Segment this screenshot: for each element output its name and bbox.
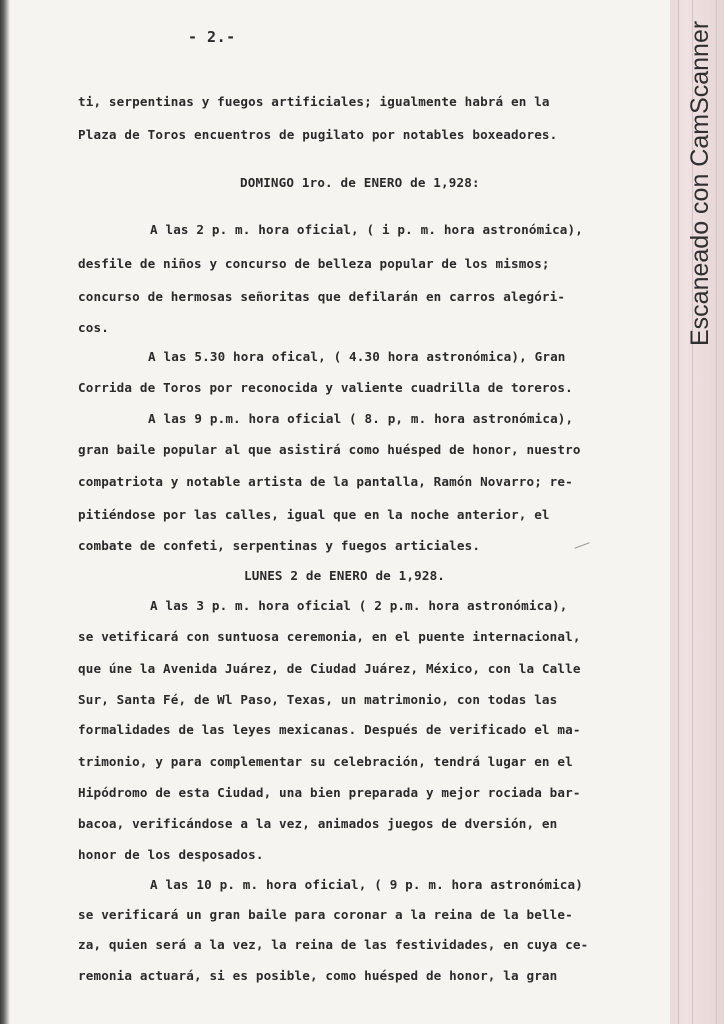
text-line-6: concurso de hermosas señoritas que defilarán en carros alegóri- xyxy=(78,289,566,304)
text-line-2: Plaza de Toros encuentros de pugilato por notables boxeadores. xyxy=(78,127,558,142)
section-heading-domingo: DOMINGO 1ro. de ENERO de 1,928: xyxy=(240,175,480,190)
text-line-14: combate de confeti, serpentinas y fuegos articiales. xyxy=(78,538,481,553)
text-line-1: ti, serpentinas y fuegos artificiales; igualmente habrá en la xyxy=(78,94,550,109)
text-line-11: gran baile popular al que asistirá como huésped de honor, nuestro xyxy=(78,442,581,457)
text-line-19: Sur, Santa Fé, de Wl Paso, Texas, un matrimonio, con todas las xyxy=(78,692,558,707)
paper-scratch-mark xyxy=(574,542,589,548)
text-line-10: A las 9 p.m. hora oficial ( 8. p, m. hora astronómica), xyxy=(148,411,574,426)
text-line-9: Corrida de Toros por reconocida y valiente cuadrilla de toreros. xyxy=(78,380,573,395)
text-line-5: desfile de niños y concurso de belleza popular de los mismos; xyxy=(78,256,550,271)
text-line-28: remonia actuará, si es posible, como huésped de honor, la gran xyxy=(78,968,558,983)
text-line-24: honor de los desposados. xyxy=(78,847,264,862)
text-line-8: A las 5.30 hora ofical, ( 4.30 hora astronómica), Gran xyxy=(148,349,566,364)
text-line-20: formalidades de las leyes mexicanas. Después de verificado el ma- xyxy=(78,722,581,737)
text-line-17: se vetificará con suntuosa ceremonia, en el puente internacional, xyxy=(78,629,581,644)
text-line-13: pitiéndose por las calles, igual que en la noche anterior, el xyxy=(78,507,550,522)
text-line-16: A las 3 p. m. hora oficial ( 2 p.m. hora astronómica), xyxy=(150,598,568,613)
text-line-7: cos. xyxy=(78,320,109,335)
text-line-21: trimonio, y para complementar su celebración, tendrá lugar en el xyxy=(78,754,573,769)
text-line-18: que úne la Avenida Juárez, de Ciudad Juárez, México, con la Calle xyxy=(78,661,581,676)
text-line-26: se verificará un gran baile para coronar a la reina de la belle- xyxy=(78,907,573,922)
watermark-text: Escaneado con CamScanner xyxy=(686,20,714,346)
text-line-4: A las 2 p. m. hora oficial, ( i p. m. hora astronómica), xyxy=(150,222,583,237)
text-line-23: bacoa, verificándose a la vez, animados juegos de dversión, en xyxy=(78,816,558,831)
text-line-25: A las 10 p. m. hora oficial, ( 9 p. m. hora astronómica) xyxy=(150,877,583,892)
page-left-edge-shadow xyxy=(0,0,10,1024)
page-number: - 2.- xyxy=(188,28,236,46)
text-line-12: compatriota y notable artista de la pantalla, Ramón Novarro; re- xyxy=(78,474,573,489)
section-heading-lunes: LUNES 2 de ENERO de 1,928. xyxy=(244,568,446,583)
text-line-27: za, quien será a la vez, la reina de las festividades, en cuya ce- xyxy=(78,937,589,952)
text-line-22: Hipódromo de esta Ciudad, una bien preparada y mejor rociada bar- xyxy=(78,785,581,800)
scanner-watermark xyxy=(684,18,716,348)
